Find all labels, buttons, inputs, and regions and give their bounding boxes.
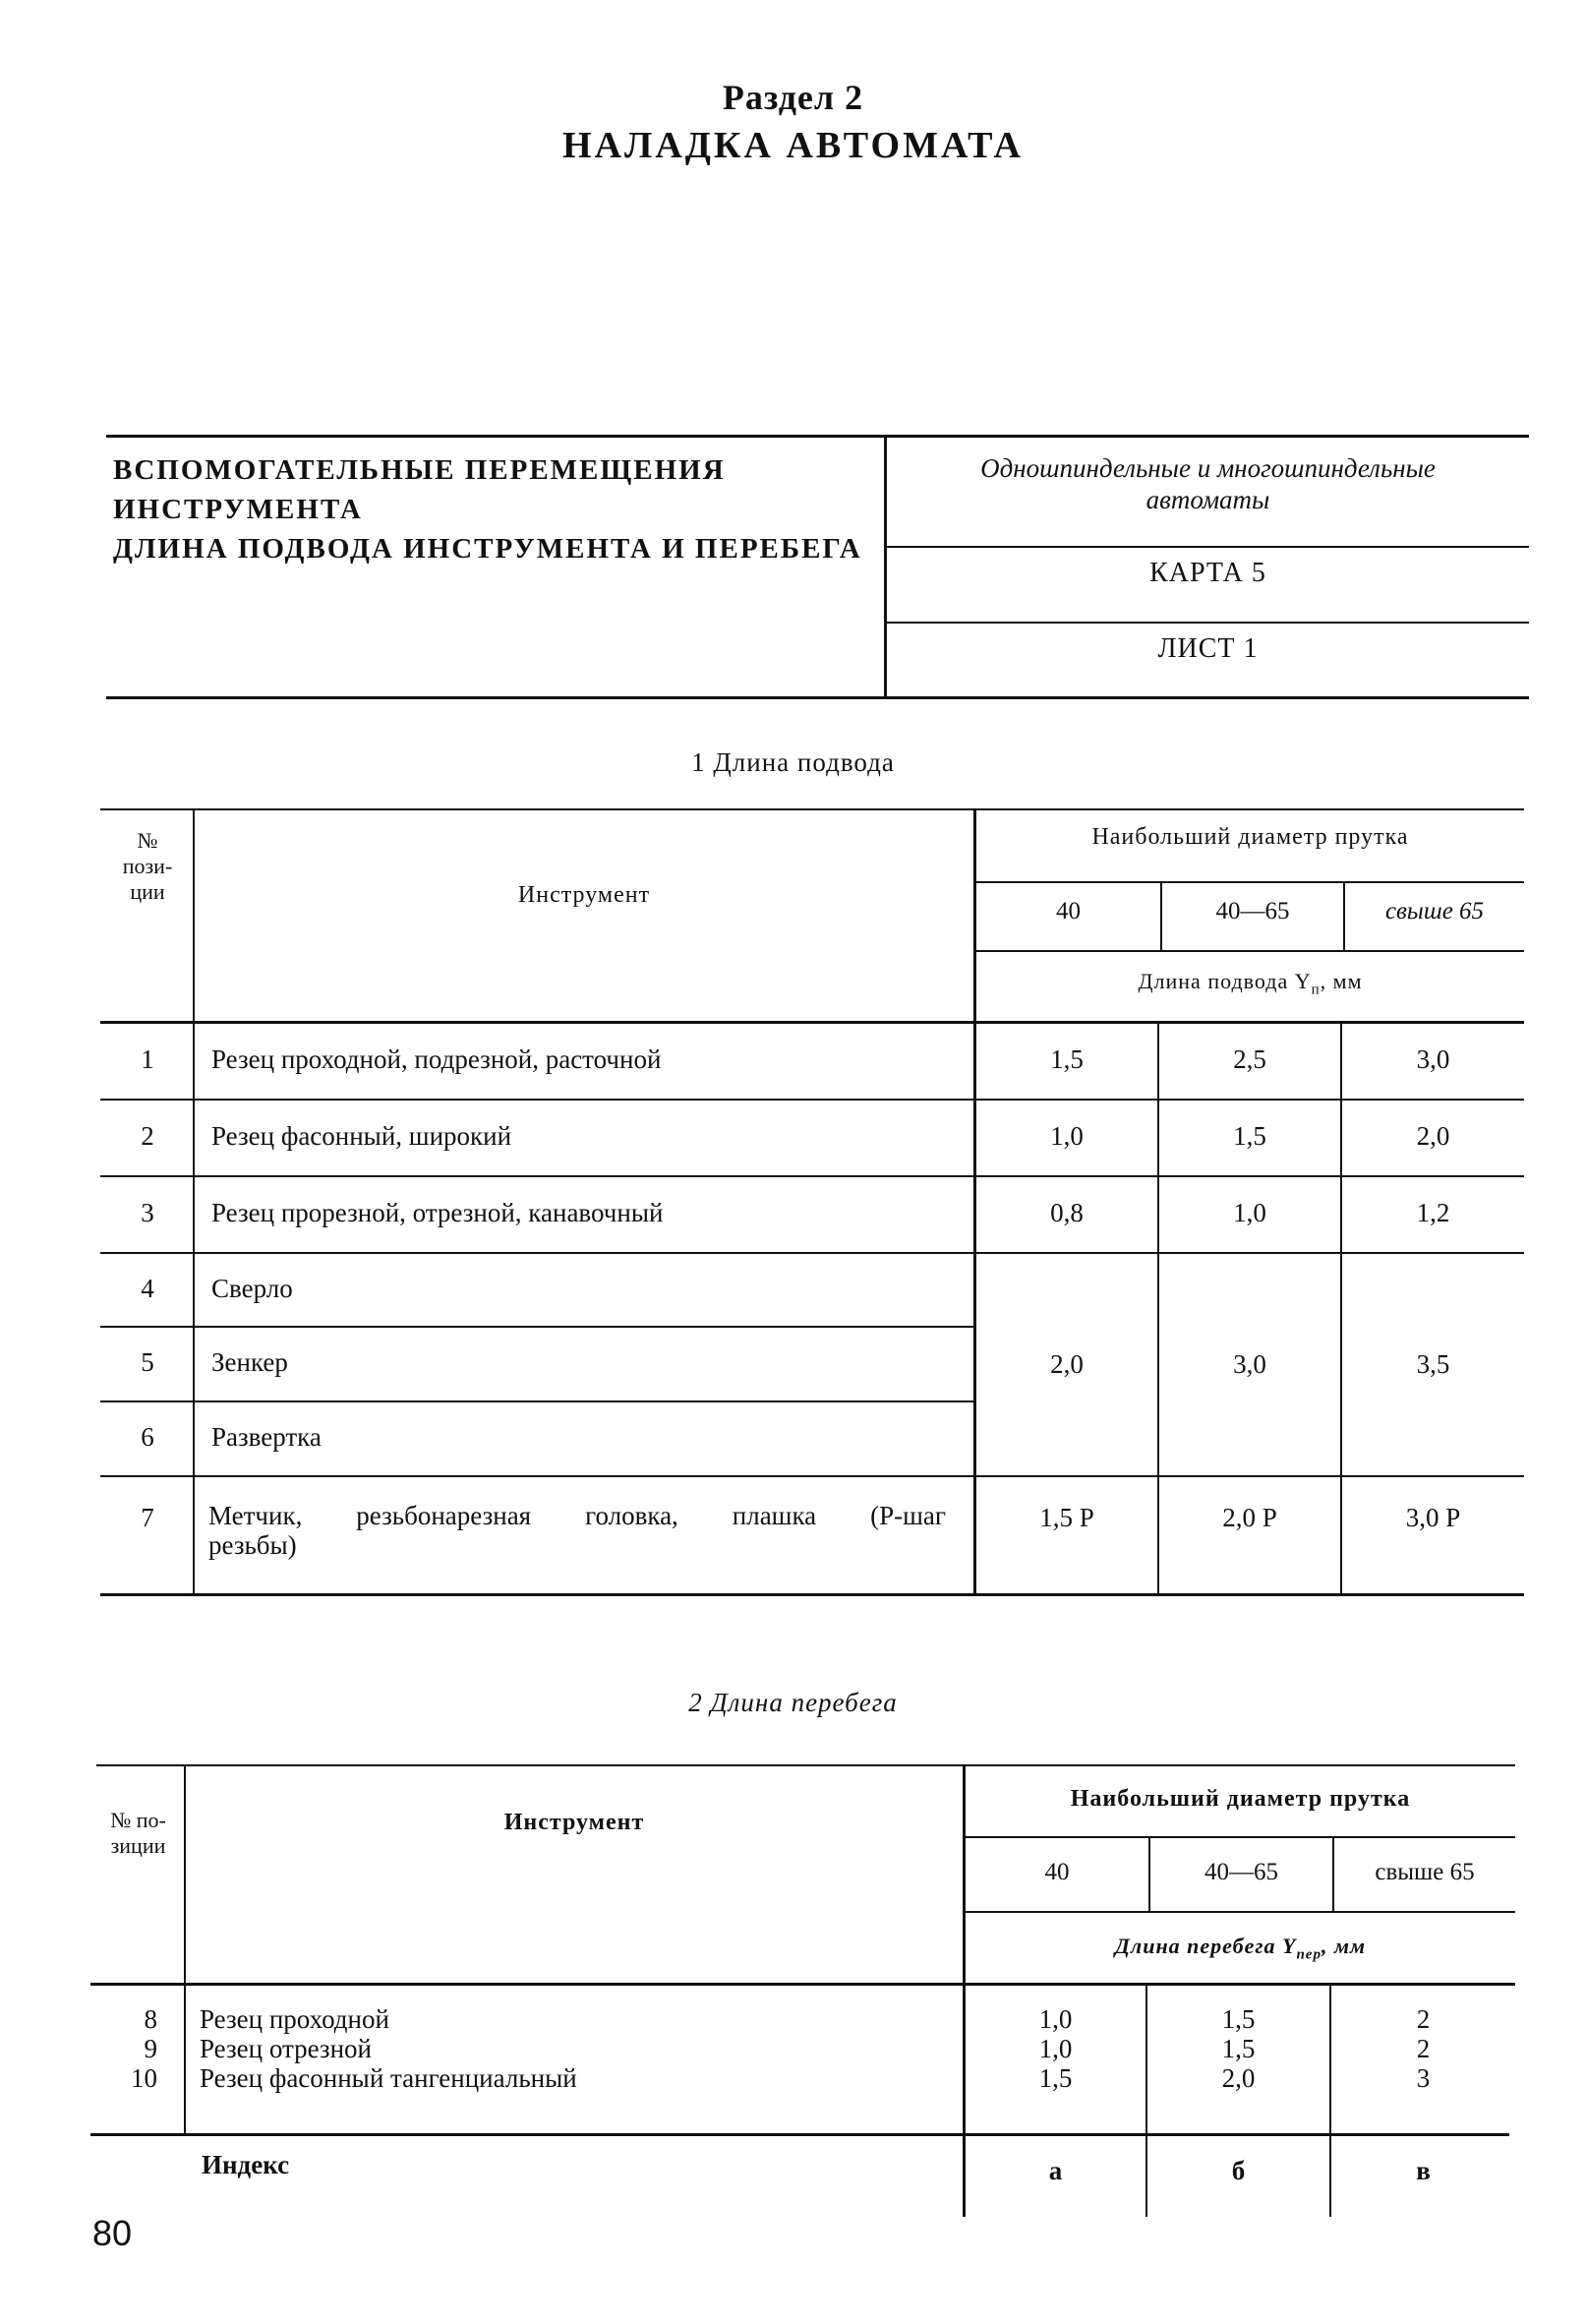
table1-rule-sizes <box>975 950 1524 952</box>
table2-values-col-c <box>1331 2004 1515 2093</box>
table1-pos: 1 <box>141 1044 154 1074</box>
table1-tool: Развертка <box>211 1422 322 1452</box>
table1-rule-bottom <box>100 1593 1524 1596</box>
table1-value: 1,5 Р <box>1039 1503 1094 1532</box>
table1-value: 2,0 <box>1416 1121 1450 1151</box>
table2-diameter-header: Наибольший диаметр прутка <box>1070 1786 1411 1812</box>
table1-rule-r6 <box>100 1475 1524 1477</box>
table2-tool: Резец фасонный тангенциальный <box>200 2063 577 2093</box>
table2-col-tool <box>963 1764 966 2217</box>
card-number: КАРТА 5 <box>1149 558 1266 588</box>
table1-diameter-header: Наибольший диаметр прутка <box>1091 824 1409 850</box>
table2-rule-body <box>90 2133 1509 2136</box>
header-rule-2 <box>886 622 1529 624</box>
table1-tool: Резец фасонный, широкий <box>211 1121 512 1151</box>
table1-rule-r4 <box>100 1326 975 1328</box>
table2-value: 2 <box>1416 2004 1431 2034</box>
table2-rule-sizes <box>964 1911 1515 1913</box>
table2-pos-column <box>92 2004 157 2093</box>
table1-tool <box>208 1501 946 1560</box>
table1-pos: 2 <box>141 1121 154 1151</box>
table2-value: 1,5 <box>1221 2004 1256 2034</box>
table1-value: 0,8 <box>1050 1198 1084 1227</box>
table2-rule-diam <box>964 1836 1515 1838</box>
value-header-text: Длина подвода Y <box>1138 969 1312 993</box>
value-header-unit: , мм <box>1321 1934 1367 1958</box>
table1-merged-value: 2,0 <box>1050 1349 1084 1379</box>
table2-diameter: 40 <box>1044 1859 1070 1885</box>
table2-index-label: Индекс <box>202 2150 290 2179</box>
pos-header-line: № по- <box>110 1808 166 1832</box>
table1-value: 2,5 <box>1233 1044 1266 1074</box>
page-number: 80 <box>92 2213 133 2253</box>
table1-rule-head <box>100 1021 1524 1024</box>
header-title <box>113 450 862 568</box>
table1-value: 1,0 <box>1233 1198 1266 1227</box>
table1-diameter: 40 <box>1056 898 1081 924</box>
table1-caption: 1 Длина подвода <box>691 747 895 777</box>
header-rule-1 <box>886 546 1529 548</box>
header-title-line: ДЛИНА ПОДВОДА ИНСТРУМЕНТА И ПЕРЕБЕГА <box>113 533 862 565</box>
table1-value: 1,2 <box>1416 1198 1450 1227</box>
pos-header-line: ции <box>130 879 165 904</box>
table1-pos: 5 <box>141 1347 154 1377</box>
table2-index-value: а <box>1048 2156 1063 2185</box>
table1-merged-value: 3,0 <box>1233 1349 1266 1379</box>
pos-header-line: зиции <box>110 1833 166 1858</box>
table2-pos: 9 <box>144 2034 157 2063</box>
table2-values-col-a <box>966 2004 1145 2093</box>
table1-diameter: свыше 65 <box>1384 898 1485 924</box>
table1-pos: 4 <box>141 1274 154 1303</box>
table1-value: 1,5 <box>1233 1121 1266 1151</box>
table1-value: 1,5 <box>1050 1044 1084 1074</box>
header-top-rule <box>106 435 1529 438</box>
table1-pos: 6 <box>141 1422 154 1452</box>
table1-diameter: 40—65 <box>1215 898 1290 924</box>
table2-index-value: б <box>1231 2156 1246 2185</box>
table1-rule-r1 <box>100 1099 1524 1101</box>
sheet-number: ЛИСТ 1 <box>1157 633 1259 664</box>
table1-rule-diam <box>975 881 1524 883</box>
value-header-unit: , мм <box>1320 969 1363 993</box>
table2-values-col-b <box>1147 2004 1329 2093</box>
table2-index-value: в <box>1416 2156 1431 2185</box>
table2-pos: 10 <box>131 2063 157 2093</box>
header-title-line: ВСПОМОГАТЕЛЬНЫЕ ПЕРЕМЕЩЕНИЯ <box>113 454 726 486</box>
table2-tool: Резец проходной <box>200 2004 389 2034</box>
table2-diameter: 40—65 <box>1204 1859 1278 1885</box>
applicability-line: автоматы <box>1145 485 1270 514</box>
table1-value: 1,0 <box>1050 1121 1084 1151</box>
table2-tool-header: Инструмент <box>503 1810 645 1835</box>
table2-value-header <box>966 1934 1515 1963</box>
table2-value: 3 <box>1416 2063 1431 2093</box>
table1-tool: Резец проходной, подрезной, расточной <box>211 1044 662 1074</box>
table1-pos: 3 <box>141 1198 154 1227</box>
table2-value: 1,0 <box>1038 2034 1073 2063</box>
table1-col-pos <box>193 808 195 1595</box>
value-header-sub: пер <box>1296 1946 1322 1963</box>
table2-value: 2 <box>1416 2034 1431 2063</box>
table1-rule-r2 <box>100 1175 1524 1177</box>
table2-pos-header <box>92 1808 184 1859</box>
table2-caption: 2 Длина перебега <box>688 1688 898 1717</box>
table1-tool-line: резьбы) <box>208 1530 297 1560</box>
table2-pos: 8 <box>144 2004 157 2034</box>
header-bottom-rule <box>106 696 1529 699</box>
value-header-sub: п <box>1311 982 1321 998</box>
table1-value: 2,0 Р <box>1222 1503 1277 1532</box>
value-header-text: Длина перебега Y <box>1114 1934 1297 1958</box>
table1-pos: 7 <box>141 1503 154 1532</box>
table1-tool: Сверло <box>211 1274 293 1303</box>
applicability <box>887 452 1529 515</box>
table2-diameter: свыше 65 <box>1375 1859 1475 1885</box>
table1-rule-r3 <box>100 1252 1524 1254</box>
table2-value: 1,0 <box>1038 2004 1073 2034</box>
applicability-line: Одношпиндельные и многошпиндельные <box>980 453 1436 483</box>
table2-value: 2,0 <box>1221 2063 1256 2093</box>
table1-tool: Резец прорезной, отрезной, канавочный <box>211 1198 664 1227</box>
table1-tool: Зенкер <box>211 1347 288 1377</box>
section-label: Раздел 2 <box>722 78 864 117</box>
pos-header-line: № <box>137 828 158 853</box>
table2-value: 1,5 <box>1038 2063 1073 2093</box>
table1-pos-header <box>102 828 193 905</box>
table1-merged-value: 3,5 <box>1416 1349 1450 1379</box>
table2-rule-top <box>96 1764 1515 1766</box>
table2-tool: Резец отрезной <box>200 2034 372 2063</box>
table1-value-header <box>976 969 1524 998</box>
header-title-line: ИНСТРУМЕНТА <box>113 494 363 525</box>
table1-tool-header: Инструмент <box>517 882 651 908</box>
table1-rule-top <box>100 808 1524 810</box>
table1-rule-r5 <box>100 1400 975 1402</box>
section-title: НАЛАДКА АВТОМАТА <box>562 125 1024 166</box>
table1-tool-line: Метчик, резьбонарезная головка, плашка (Р-шаг <box>208 1501 946 1530</box>
table1-value: 3,0 <box>1416 1044 1450 1074</box>
table1-value: 3,0 Р <box>1405 1503 1461 1532</box>
pos-header-line: пози- <box>122 854 173 878</box>
table2-rule-head <box>90 1983 1515 1986</box>
table2-tool-column <box>200 2004 577 2093</box>
table2-value: 1,5 <box>1221 2034 1256 2063</box>
